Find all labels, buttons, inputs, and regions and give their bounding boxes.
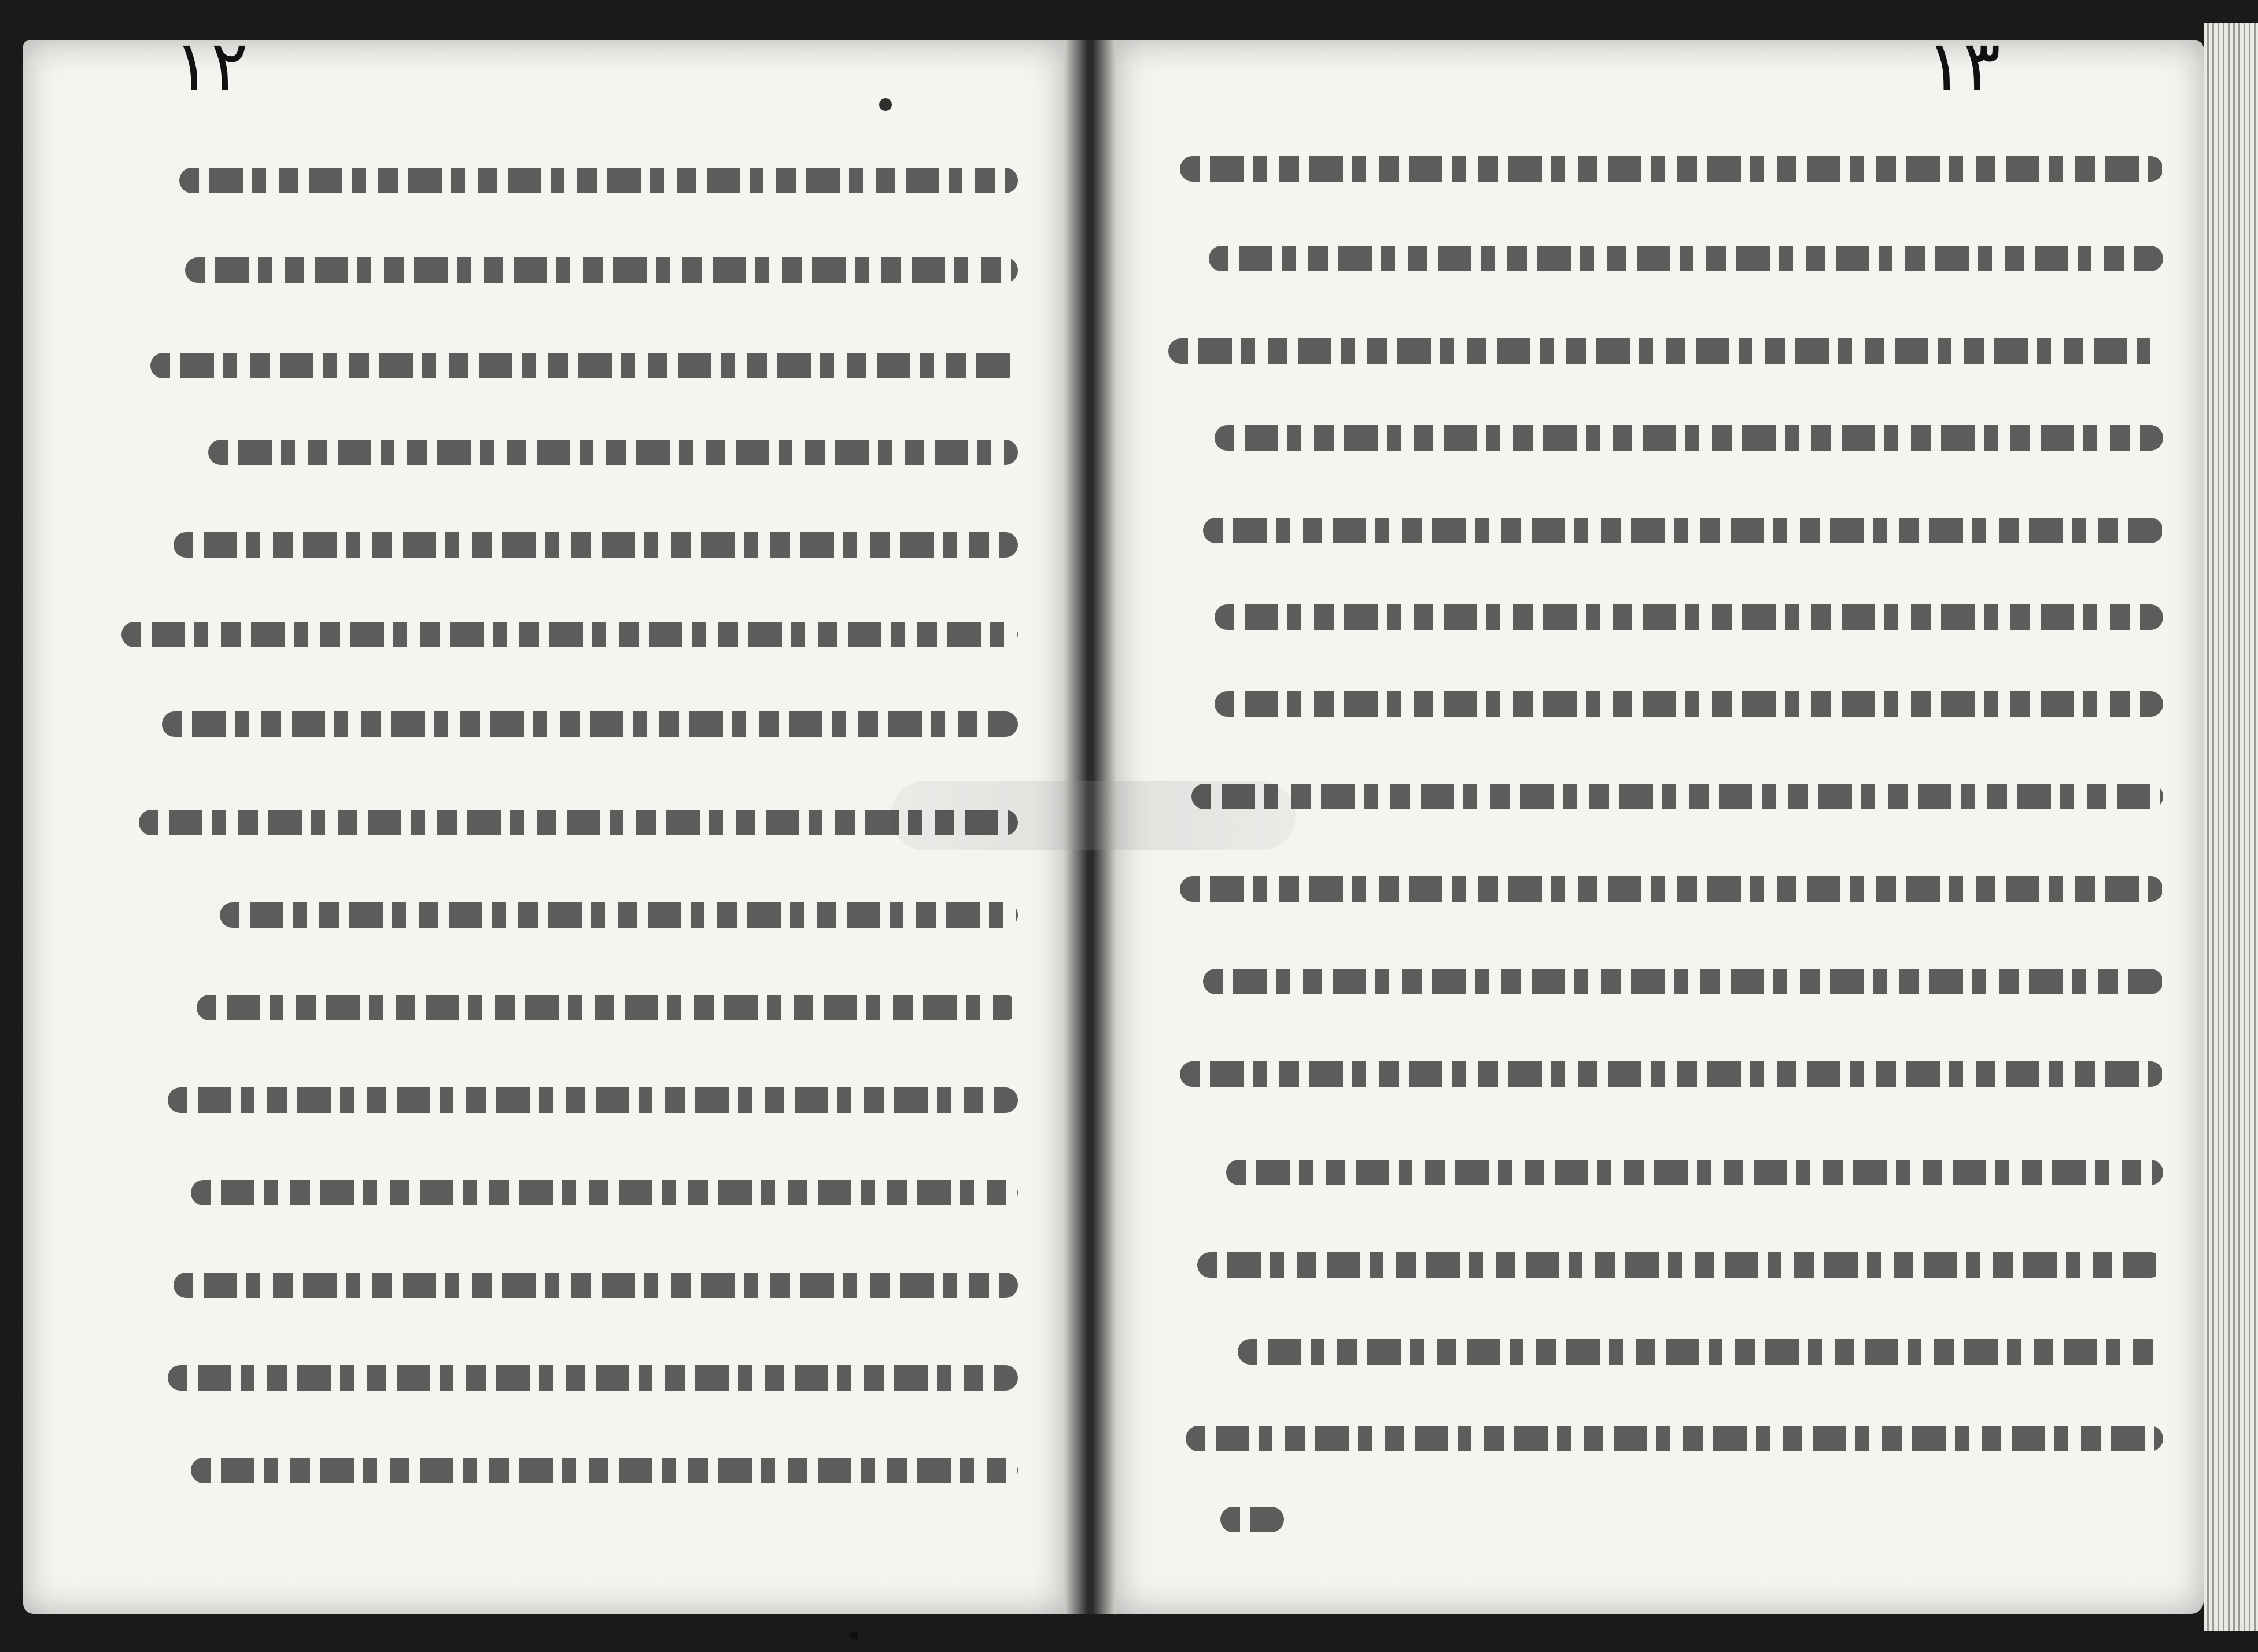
ink-dot: [879, 98, 892, 111]
folio-number-right: ١٣: [1926, 26, 2001, 106]
folio-number-left: ١٢: [174, 26, 248, 106]
page-edges: [2204, 23, 2258, 1631]
left-page-handwriting: [87, 133, 1018, 1533]
right-page-handwriting: [1134, 119, 2163, 1542]
ink-dot: [850, 1631, 858, 1639]
